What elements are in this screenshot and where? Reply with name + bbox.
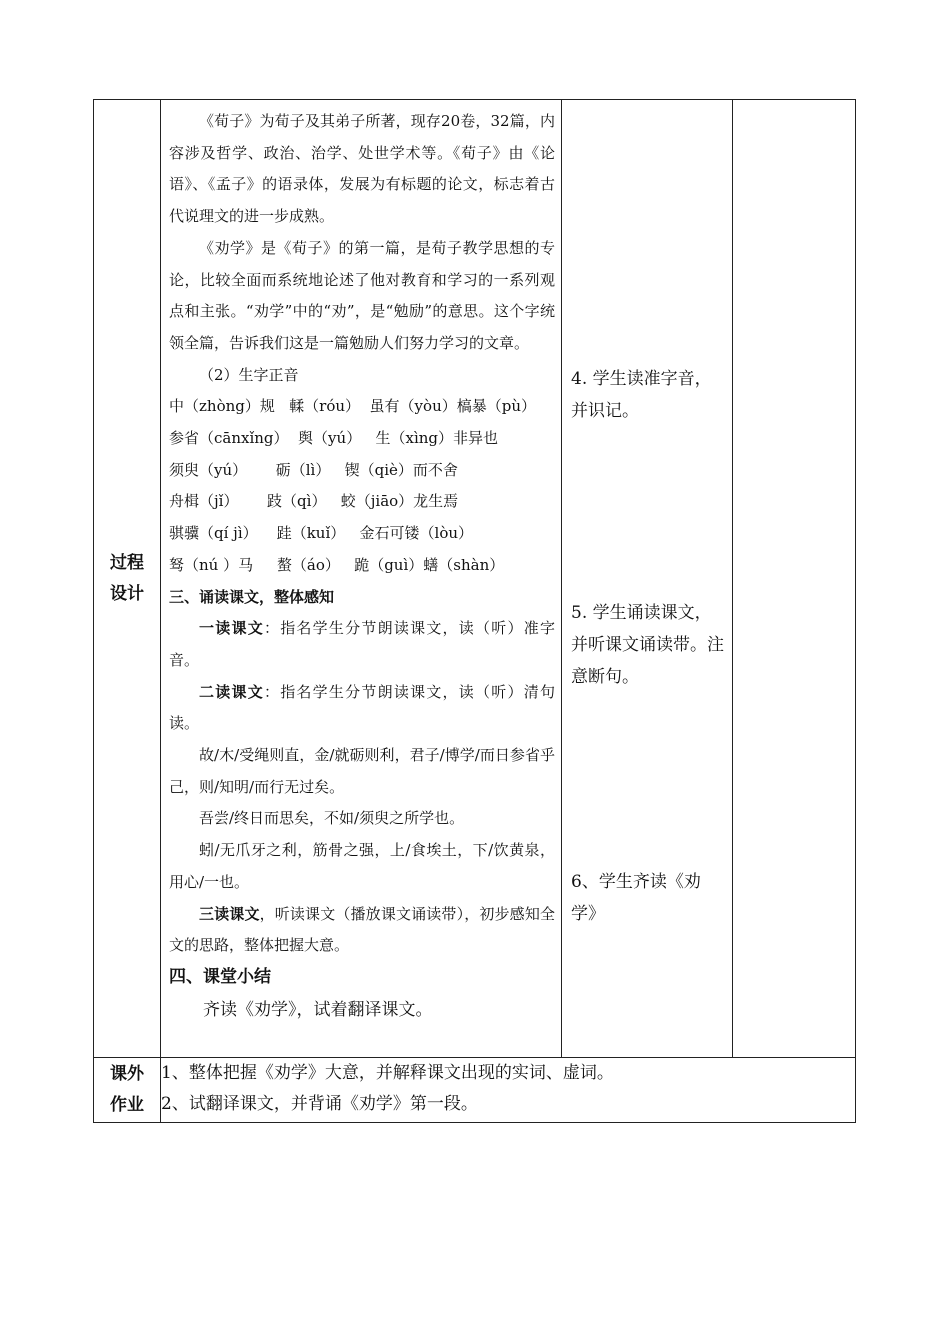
process-row	[94, 100, 856, 1058]
process-label-cell	[94, 100, 161, 1058]
lesson-plan-table	[93, 99, 856, 1123]
process-content-cell	[161, 100, 562, 1058]
read3-label: 三读课文	[199, 904, 260, 923]
read2-paragraph	[169, 677, 555, 740]
pronunciation-row: 参省（cānxǐng） 舆（yú） 生（xìng）非异也	[169, 429, 499, 448]
homework-label-line2: 作业	[110, 1095, 144, 1115]
read1-label: 一读课文	[199, 619, 264, 638]
read3-paragraph	[169, 899, 555, 962]
activity-5: 5. 学生诵读课文，并听课文诵读带。注意断句。	[571, 603, 724, 687]
homework-label-cell	[94, 1058, 161, 1123]
intro-paragraph-2: 《劝学》是《荀子》的第一篇，是荀子教学思想的专论，比较全面而系统地论述了他对教育和学习的一系列观点和主张。“劝学”中的“劝”，是“勉励”的意思。这个字统领全篇，告诉我们这是一篇勉励人们努力学习的文章。	[169, 238, 555, 352]
pronunciation-row: 中（zhòng）规 輮（róu） 虽有（yòu）槁暴（pù）	[169, 397, 536, 416]
read1-text: ：指名学生分节朗读课文，读（听）准字音。	[169, 619, 555, 669]
section3-title: 三、诵读课文，整体感知	[169, 587, 335, 606]
homework-label-line1: 课外	[110, 1064, 144, 1084]
read1-paragraph	[169, 613, 555, 676]
pronunciation-row: 骐骥（qí jì） 跬（kuǐ） 金石可镂（lòu）	[169, 524, 474, 543]
homework-row	[94, 1058, 856, 1123]
homework-item: 1、整体把握《劝学》大意，并解释课文出现的实词、虚词。	[161, 1063, 614, 1083]
excerpt-2: 吾尝/终日而思矣，不如/须臾之所学也。	[199, 809, 465, 828]
homework-content-cell	[161, 1058, 856, 1123]
excerpt-1: 故/木/受绳则直，金/就砺则利，君子/博学/而日参省乎己，则/知明/而行无过矣。	[169, 746, 555, 796]
student-activity-cell	[562, 100, 733, 1058]
process-label-line2: 设计	[110, 583, 144, 604]
read2-text: ：指名学生分节朗读课文，读（听）清句读。	[169, 682, 555, 733]
summary-text: 齐读《劝学》，试着翻译课文。	[203, 999, 433, 1020]
excerpt-3: 蚓/无爪牙之利，筋骨之强，上/食埃土，下/饮黄泉，用心/一也。	[169, 841, 555, 891]
activity-4: 4. 学生读准字音，并识记。	[571, 369, 712, 421]
section4-title: 四、课堂小结	[169, 966, 271, 987]
process-label-line1: 过程	[110, 552, 144, 573]
pronunciation-row: 驽（nú ）马 螯（áo） 跪（guì）蟮（shàn）	[169, 555, 505, 574]
read3-text: ，听读课文（播放课文诵读带），初步感知全文的思路，整体把握大意。	[169, 904, 555, 955]
pronunciation-row: 舟楫（jǐ） 跂（qì） 蛟（jiāo）龙生焉	[169, 492, 459, 511]
activity-6: 6、学生齐读《劝学》	[571, 872, 701, 924]
read2-label: 二读课文	[199, 682, 264, 701]
intro-paragraph-1: 《荀子》为荀子及其弟子所著，现存20卷，32篇，内容涉及哲学、政治、治学、处世学术等。《荀子》由《论语》、《孟子》的语录体，发展为有标题的论文，标志着古代说理文的进一步成熟。	[169, 112, 555, 226]
pronunciation-heading: （2）生字正音	[199, 365, 299, 384]
pronunciation-row: 须臾（yú） 砺（lì） 锲（qiè）而不舍	[169, 460, 458, 479]
homework-item: 2、试翻译课文，并背诵《劝学》第一段。	[161, 1094, 478, 1114]
notes-cell	[733, 100, 856, 1058]
